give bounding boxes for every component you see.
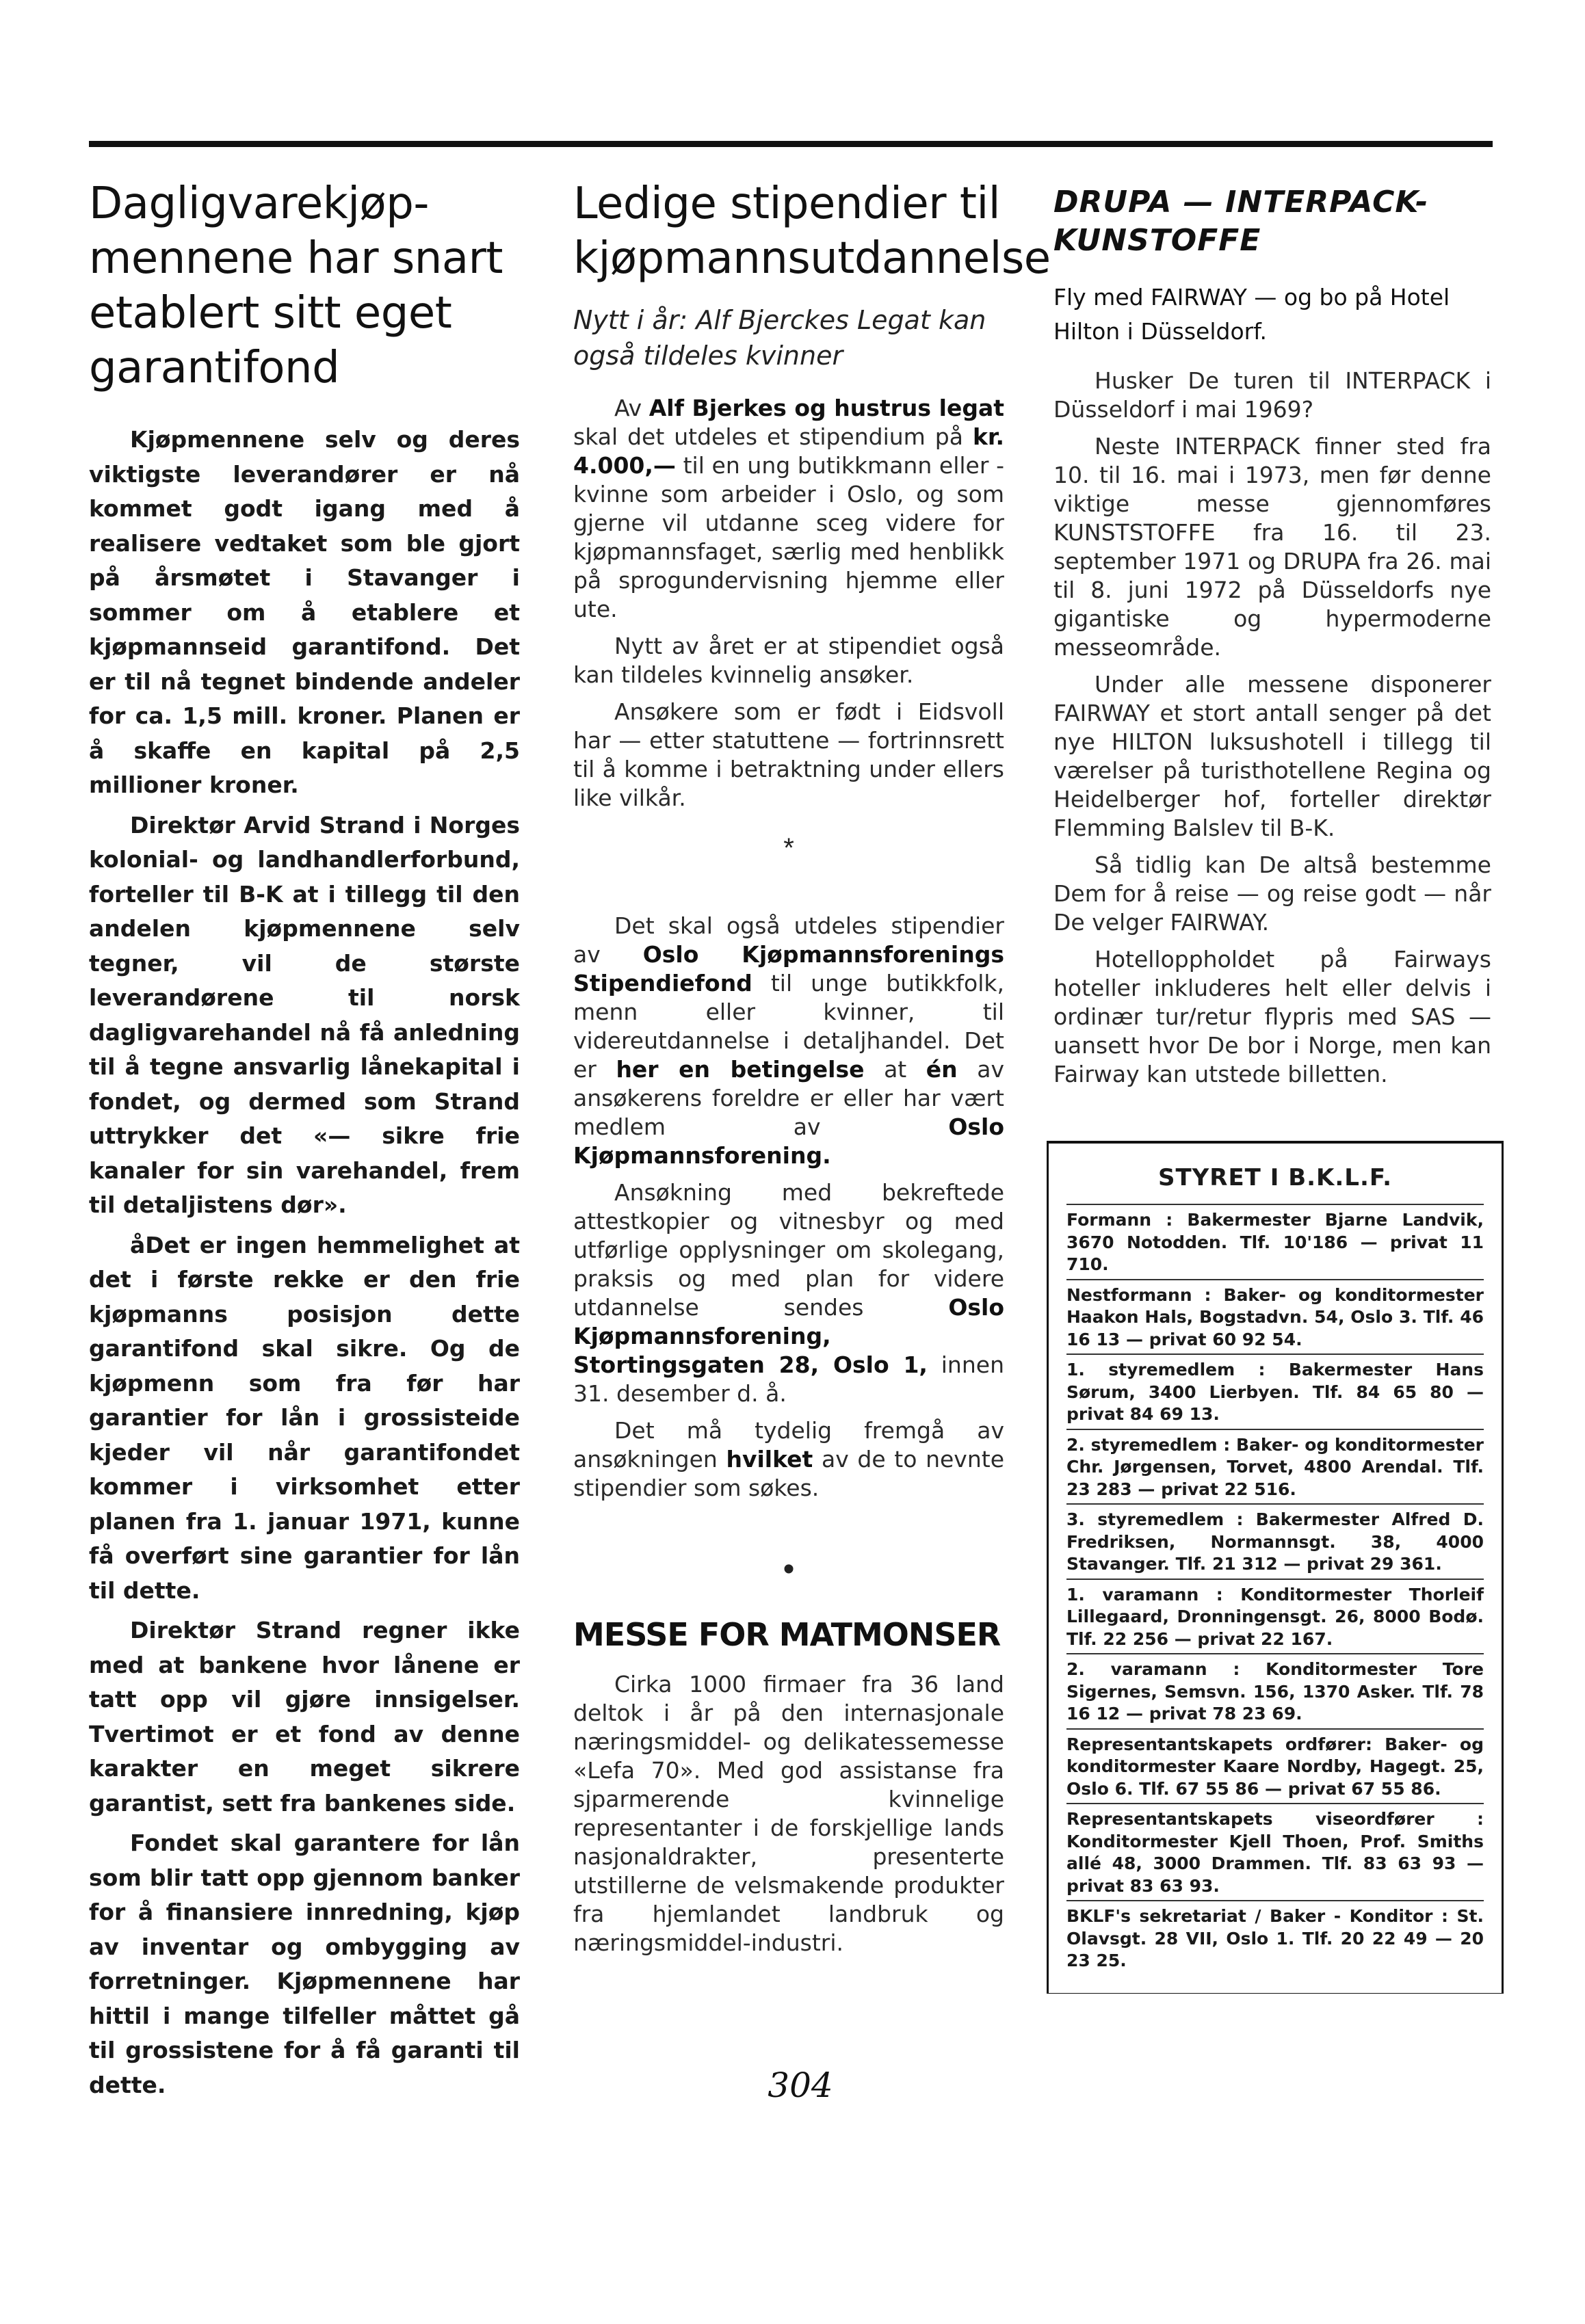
middle-paragraph: Det må tydelig fremgå av ansøkningen hvilket av de to nevnte stipendier som søkes.: [573, 1417, 1004, 1501]
left-paragraph: Kjøpmennene selv og deres viktigste leverandører er nå kommet godt igang med å realisere vedtaket som ble gjort på årsmøtet i Stavanger i sommer om å etablere et kjøpmannseid garantifond. Det er til nå tegnet bindende andeler for ca. 1,5 mill. kroner. Planen er å skaffe en kapital på 2,5 millioner kroner.: [89, 426, 520, 798]
board-entry: 2. varamann : Konditormester Tore Sigernes, Semsvn. 156, 1370 Asker. Tlf. 78 16 12 — privat 78 23 69.: [1066, 1653, 1484, 1728]
board-entry: 1. styremedlem : Bakermester Hans Sørum, 3400 Lierbyen. Tlf. 84 65 80 — privat 84 69 13.: [1066, 1354, 1484, 1429]
drupa-paragraph: Under alle messene disponerer FAIRWAY et stort antall senger på det nye HILTON luksushotell i tillegg til værelser på turisthotellene Regina og Heidelberger hof, forteller direktør Flemming Balslev til B-K.: [1053, 671, 1491, 841]
left-paragraph: åDet er ingen hemmelighet at det i første rekke er den frie kjøpmanns posisjon dette garantifond skal sikre. Og de kjøpmenn som fra før har garantier for lån i grossisteide kjeder vil når garantifondet kommer i virksomhet etter planen fra 1. januar 1971, kunne få overført sine garantier for lån til dette.: [89, 1231, 520, 1604]
board-entry: BKLF's sekretariat / Baker - Konditor : St. Olavsgt. 28 VII, Oslo 1. Tlf. 20 22 49 — 20 23 25.: [1066, 1900, 1484, 1975]
board-entry: 1. varamann : Konditormester Thorleif Lillegaard, Dronningensgt. 26, 8000 Bodø. Tlf. 22 256 — privat 22 167.: [1066, 1579, 1484, 1654]
left-headline: Dagligvarekjøp-mennene har snart etablert sitt eget garantifond: [89, 179, 503, 393]
left-paragraph: Direktør Strand regner ikke med at bankene hvor lånene er tatt opp vil gjøre innsigelser. Tvertimot er et fond av denne karakter en meget sikrere garantist, sett fra bankenes side.: [89, 1617, 520, 1817]
board-entry: Nestformann : Baker- og konditormester Haakon Hals, Bogstadvn. 54, Oslo 3. Tlf. 46 16 13 — privat 60 92 54.: [1066, 1279, 1484, 1354]
middle-paragraph: Nytt av året er at stipendiet også kan tildeles kvinnelig ansøker.: [573, 633, 1004, 688]
middle-paragraph: Det skal også utdeles stipendier av Oslo Kjøpmannsforenings Stipendiefond til unge butikkfolk, menn eller kvinner, til videreutdannelse i detaljhandel. Det er her en betingelse at én av ansøkerens foreldre er eller har vært medlem av Oslo Kjøpmannsforening.: [573, 912, 1004, 1169]
left-paragraph: Fondet skal garantere for lån som blir tatt opp gjennom banker for å finansiere innredning, kjøp av inventar og ombygging av forretninger. Kjøpmennene har hittil i mange tilfeller måttet gå til grossistene for å få garanti til dette.: [89, 1830, 520, 2098]
drupa-paragraph: Neste INTERPACK finner sted fra 10. til 16. mai i 1973, men før denne viktige messe gjennomføres KUNSTSTOFFE fra 16. til 23. september 1971 og DRUPA fra 26. mai til 8. juni 1972 på Düsseldorfs nye gigantiske og hypermoderne messeområde.: [1053, 433, 1491, 661]
drupa-intro: Fly med FAIRWAY — og bo på Hotel Hilton i Düsseldorf.: [1053, 284, 1450, 345]
right-column: [1053, 176, 1491, 1097]
drupa-headline: DRUPA — INTERPACK-KUNSTOFFE: [1053, 185, 1429, 258]
board-entry: 3. styremedlem : Bakermester Alfred D. Fredriksen, Normannsgt. 38, 4000 Stavanger. Tlf. 21 312 — privat 29 361.: [1066, 1503, 1484, 1579]
middle-article-body: [573, 394, 1004, 1588]
messe-headline: MESSE FOR MATMONSER: [573, 1616, 1001, 1653]
middle-headline: Ledige stipendier til kjøpmannsutdannelse: [573, 179, 1051, 284]
middle-paragraph: Ansøkning med bekreftede attestkopier og vitnesbyr og med utførlige opplysninger om skolegang, praksis og med plan for videre utdannelse sendes Oslo Kjøpmannsforening, Stortingsgaten 28, Oslo 1, innen 31. desember d. å.: [573, 1179, 1004, 1407]
bullet-separator: •: [783, 1551, 795, 1587]
left-article: [89, 176, 520, 2108]
messe-paragraph: Cirka 1000 firmaer fra 36 land deltok i år på den internasjonale næringsmiddel- og delikatessemesse «Lefa 70». Med god assistanse fra sjparmerende kvinnelige representanter i de forskjellige lands nasjonaldrakter, presenterte utstillerne de velsmakende produkter fra hjemlandet landbruk og næringsmiddel-industri.: [573, 1671, 1004, 1956]
drupa-article-body: [1053, 367, 1491, 1089]
drupa-paragraph: Så tidlig kan De altså bestemme Dem for å reise — og reise godt — når De velger FAIRWAY.: [1053, 851, 1491, 936]
middle-paragraph: Ansøkere som er født i Eidsvoll har — etter statuttene — fortrinnsrett til å komme i betraktning under ellers like vilkår.: [573, 698, 1004, 811]
middle-column: [573, 176, 1051, 1966]
left-article-body: [89, 423, 520, 2102]
board-entry: Formann : Bakermester Bjarne Landvik, 3670 Notodden. Tlf. 10'186 — privat 11 710.: [1066, 1204, 1484, 1279]
drupa-paragraph: Hotelloppholdet på Fairways hoteller inkluderes helt eller delvis i ordinær tur/retur flypris med SAS — uansett hvor De bor i Norge, men kan Fairway kan utstede billetten.: [1053, 946, 1491, 1087]
top-rule: [89, 141, 1493, 147]
page-number: 304: [768, 2065, 833, 2105]
drupa-paragraph: Husker De turen til INTERPACK i Düsseldorf i mai 1969?: [1053, 367, 1491, 423]
board-title: STYRET I B.K.L.F.: [1157, 1164, 1393, 1191]
asterisk-separator: *: [783, 833, 794, 863]
middle-subhead: Nytt i år: Alf Bjerckes Legat kan også tildeles kvinner: [573, 305, 986, 371]
messe-article-body: [573, 1670, 1004, 1957]
board-listing-box: [1047, 1141, 1504, 1994]
middle-paragraph: Av Alf Bjerkes og hustrus legat skal det utdeles et stipendium på kr. 4.000,— til en ung butikkmann eller -kvinne som arbeider i Oslo, og som gjerne vil utdanne sceg videre for kjøpmannsfaget, særlig med henblikk på sprogundervisning hjemme eller ute.: [573, 395, 1004, 622]
board-entry: Representantskapets viseordfører : Konditormester Kjell Thoen, Prof. Smiths allé 48, 3000 Drammen. Tlf. 83 63 93 — privat 83 63 93.: [1066, 1803, 1484, 1900]
board-entry: 2. styremedlem : Baker- og konditormester Chr. Jørgensen, Torvet, 4800 Arendal. Tlf. 23 283 — privat 22 516.: [1066, 1429, 1484, 1504]
left-paragraph: Direktør Arvid Strand i Norges kolonial- og landhandlerforbund, forteller til B-K at i tillegg til den andelen kjøpmennene selv tegner, vil de største leverandørene til norsk dagligvarehandel nå få anledning til å tegne ansvarlig lånekapital i fondet, og dermed som Strand uttrykker det «— sikre frie kanaler for sin varehandel, frem til detaljistens dør».: [89, 811, 520, 1218]
board-entry: Representantskapets ordfører: Baker- og konditormester Kaare Nordby, Hagegt. 25, Oslo 6. Tlf. 67 55 86 — privat 67 55 86.: [1066, 1728, 1484, 1804]
